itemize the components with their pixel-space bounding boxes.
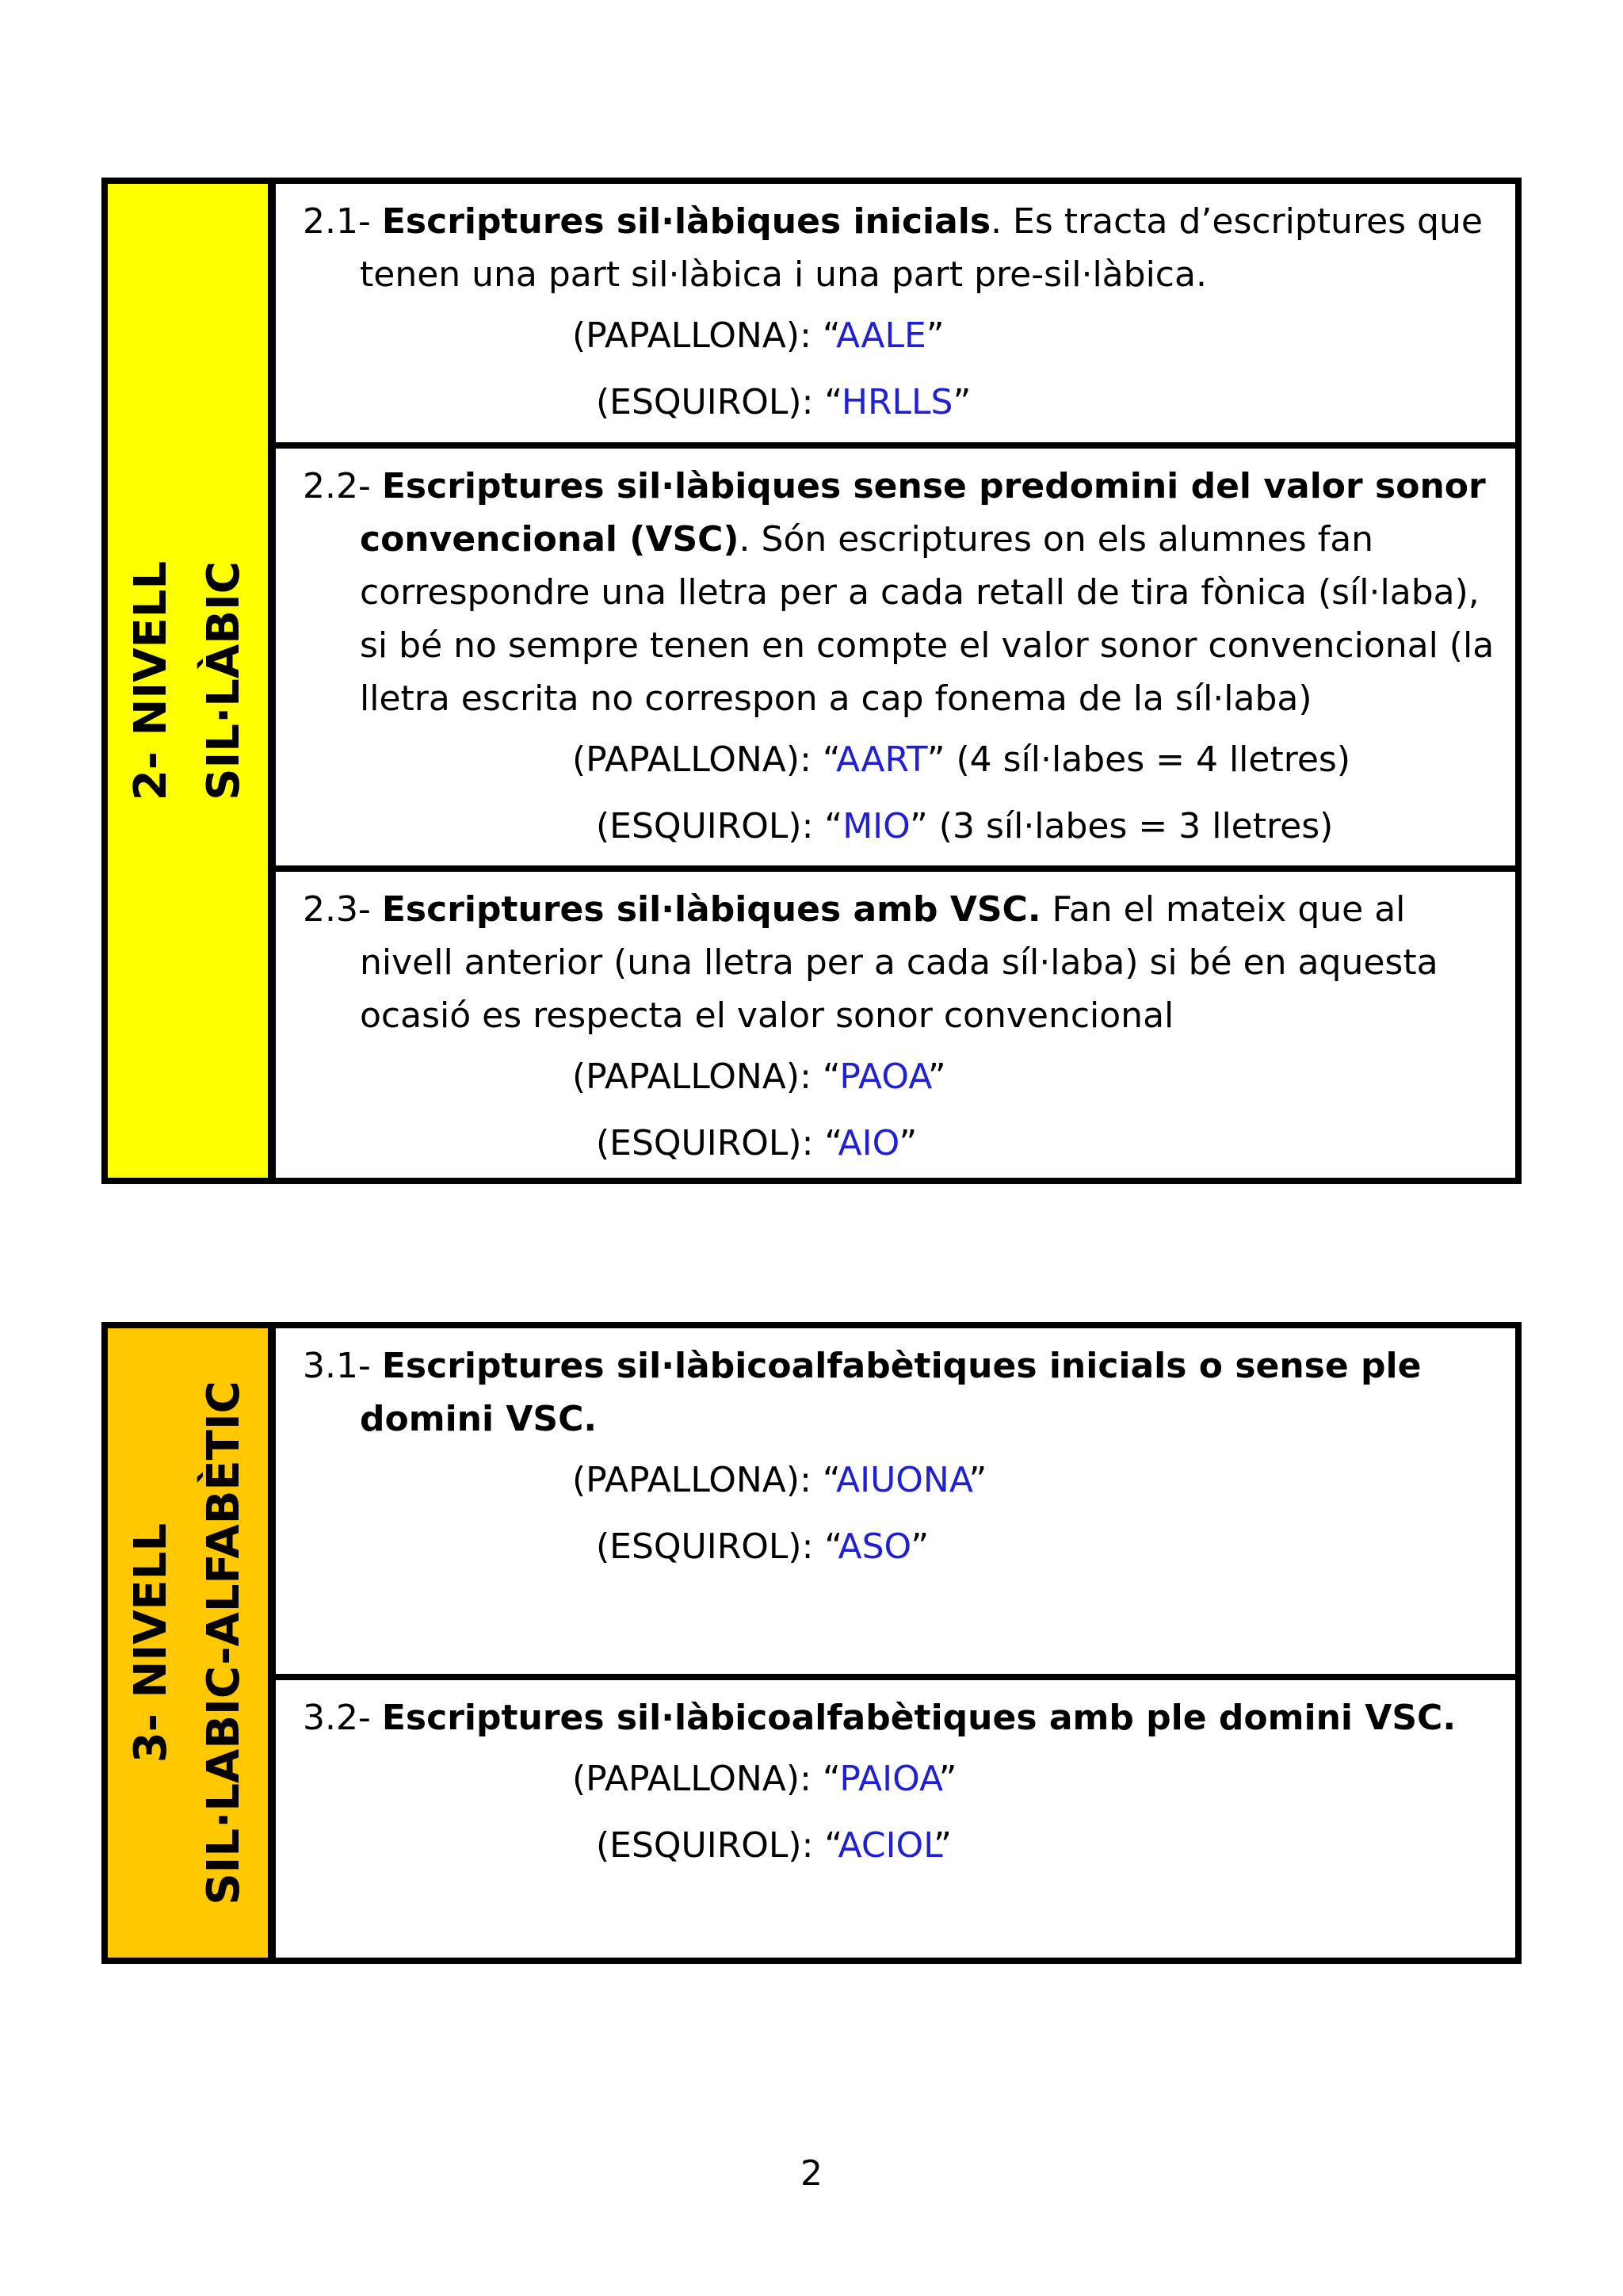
example-prefix: (ESQUIROL): “ xyxy=(596,1526,838,1567)
section-2-3-description xyxy=(303,883,1495,1042)
example-papallona xyxy=(303,1744,1495,1813)
example-papallona xyxy=(303,1446,1495,1515)
example-word: AIUONA xyxy=(836,1460,969,1500)
level-3-label xyxy=(115,1381,261,1905)
example-suffix: ” xyxy=(926,315,945,356)
example-word: AIO xyxy=(838,1123,899,1163)
level-3-label-line1: 3- NIVELL xyxy=(125,1522,177,1763)
example-esquirol xyxy=(303,1109,1495,1178)
section-3-2 xyxy=(276,1674,1515,1958)
example-prefix: (PAPALLONA): “ xyxy=(572,1056,840,1097)
level-3-label-line2: SIL·LABIC-ALFABÈTIC xyxy=(198,1381,250,1905)
example-word: MIO xyxy=(842,806,911,847)
level-2-label-cell xyxy=(108,184,276,1178)
example-suffix: ” (3 síl·labes = 3 lletres) xyxy=(910,806,1334,847)
example-prefix: (ESQUIROL): “ xyxy=(596,806,843,847)
example-esquirol xyxy=(303,1512,1495,1581)
example-word: AALE xyxy=(836,315,926,356)
section-2-2 xyxy=(276,442,1515,865)
example-word: ACIOL xyxy=(838,1825,934,1866)
level-3-table xyxy=(101,1322,1522,1964)
section-title: Escriptures sil·làbiques amb VSC. xyxy=(381,889,1041,930)
section-2-2-description xyxy=(303,460,1495,725)
example-suffix: ” (4 síl·labes = 4 lletres) xyxy=(926,739,1351,781)
section-3-2-description xyxy=(303,1691,1495,1744)
example-suffix: ” xyxy=(953,382,972,422)
section-number: 3.1- xyxy=(303,1346,371,1386)
section-number: 3.2- xyxy=(303,1698,371,1738)
example-esquirol xyxy=(303,792,1495,861)
example-esquirol xyxy=(303,1811,1495,1880)
section-3-1 xyxy=(276,1328,1515,1674)
section-title: Escriptures sil·làbicoalfabètiques inicials o sense ple domini VSC. xyxy=(360,1346,1422,1439)
section-2-1 xyxy=(276,184,1515,442)
section-2-1-description xyxy=(303,195,1495,301)
level-2-label xyxy=(115,561,261,800)
page-number: 2 xyxy=(800,2153,823,2194)
section-number: 2.3- xyxy=(303,889,371,930)
section-text: Fan el mateix que al nivell anterior (una lletra per a cada síl·laba) si bé en aquesta ocasió es respecta el valor sonor convencional xyxy=(360,889,1438,1036)
example-word: AART xyxy=(836,739,927,781)
example-papallona xyxy=(303,725,1495,794)
example-word: ASO xyxy=(838,1526,911,1567)
example-suffix: ” xyxy=(934,1825,952,1866)
section-title: Escriptures sil·làbiques sense predomini del valor sonor convencional (VSC) xyxy=(360,466,1486,560)
section-number: 2.1- xyxy=(303,201,371,242)
example-papallona xyxy=(303,1042,1495,1111)
example-prefix: (ESQUIROL): “ xyxy=(596,1825,838,1866)
section-title: Escriptures sil·làbiques inicials xyxy=(381,201,991,242)
level-3-label-cell xyxy=(108,1328,276,1958)
example-prefix: (PAPALLONA): “ xyxy=(572,1460,837,1500)
example-word: PAIOA xyxy=(839,1759,939,1799)
example-word: HRLLS xyxy=(841,382,953,422)
level-2-label-line1: 2- NIVELL xyxy=(125,560,177,801)
example-prefix: (ESQUIROL): “ xyxy=(596,382,842,422)
level-2-label-line2: SIL·LÀBIC xyxy=(198,561,250,800)
example-suffix: ” xyxy=(968,1460,987,1500)
example-esquirol xyxy=(303,368,1495,437)
example-papallona xyxy=(303,301,1495,370)
example-suffix: ” xyxy=(938,1759,957,1799)
example-prefix: (PAPALLONA): “ xyxy=(572,1759,840,1799)
level-3-sections xyxy=(276,1328,1515,1958)
example-suffix: ” xyxy=(927,1056,946,1097)
section-2-3 xyxy=(276,865,1515,1178)
level-2-sections xyxy=(276,184,1515,1178)
section-title: Escriptures sil·làbicoalfabètiques amb ple domini VSC. xyxy=(381,1698,1457,1738)
example-suffix: ” xyxy=(899,1123,918,1163)
section-text: . Són escriptures on els alumnes fan correspondre una lletra per a cada retall de tira fònica (síl·laba), si bé no sempre tenen en compte el valor sonor convencional (la lletra escrita no correspon a cap fonema de la síl·laba) xyxy=(360,519,1495,720)
example-prefix: (PAPALLONA): “ xyxy=(572,739,837,781)
section-3-1-description xyxy=(303,1339,1495,1446)
section-number: 2.2- xyxy=(303,466,371,507)
example-suffix: ” xyxy=(911,1526,930,1567)
example-prefix: (PAPALLONA): “ xyxy=(572,315,837,356)
example-prefix: (ESQUIROL): “ xyxy=(596,1123,838,1163)
section-text: . Es tracta d’escriptures que tenen una part sil·làbica i una part pre-sil·làbica. xyxy=(360,201,1483,295)
example-word: PAOA xyxy=(839,1056,928,1097)
level-2-table xyxy=(101,178,1522,1184)
